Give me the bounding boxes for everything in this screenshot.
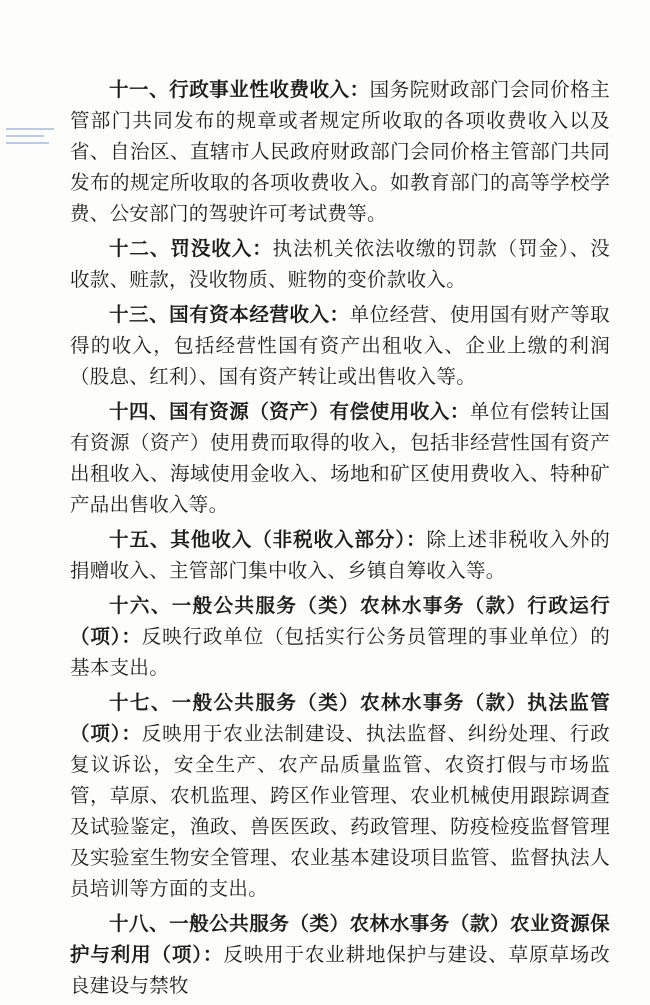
paragraph-18 bbox=[70, 908, 610, 1001]
paragraph-15 bbox=[70, 524, 610, 586]
paragraph-body: 单位有偿转让国有资源（资产）使用费而取得的收入，包括非经营性国有资产出租收入、海域使用金收入、场地和矿区使用费收入、特种矿产品出售收入等。 bbox=[70, 400, 610, 516]
scan-artifact bbox=[6, 128, 54, 154]
paragraph-term: 十八、一般公共服务（类）农林水事务（款）农业资源保护与利用（项）： bbox=[70, 912, 610, 966]
paragraph-body: 国务院财政部门会同价格主管部门共同发布的规章或者规定所收取的各项收费收入以及省、自治区、直辖市人民政府财政部门会同价格主管部门共同发布的规定所收取的各项收费收入。如教育部门的高等学校学费、公安部门的驾驶许可考试费等。 bbox=[70, 78, 610, 225]
paragraph-14 bbox=[70, 396, 610, 520]
paragraph-body: 单位经营、使用国有财产等取得的收入，包括经营性国有资产出租收入、企业上缴的利润（股息、红利）、国有资产转让或出售收入等。 bbox=[70, 303, 610, 388]
paragraph-body: 执法机关依法收缴的罚款（罚金）、没收款、赃款，没收物质、赃物的变价款收入。 bbox=[70, 237, 610, 291]
paragraph-term: 十七、一般公共服务（类）农林水事务（款）执法监管（项）： bbox=[70, 691, 610, 745]
paragraph-17 bbox=[70, 687, 610, 904]
paragraph-body: 除上述非税收入外的捐赠收入、主管部门集中收入、乡镇自筹收入等。 bbox=[70, 528, 610, 582]
paragraph-13 bbox=[70, 299, 610, 392]
document-page bbox=[70, 74, 610, 1005]
paragraph-term: 十三、国有资本经营收入： bbox=[109, 303, 350, 326]
paragraph-term: 十二、罚没收入： bbox=[109, 237, 273, 260]
paragraph-body: 反映用于农业法制建设、执法监督、纠纷处理、行政复议诉讼，安全生产、农产品质量监管、农资打假与市场监管，草原、农机监理、跨区作业管理、农业机械使用跟踪调查及试验鉴定，渔政、兽医医政、药政管理、防疫检疫监督管理及实验室生物安全管理、农业基本建设项目监管、监督执法人员培训等方面的支出。 bbox=[70, 722, 610, 900]
paragraph-term: 十四、国有资源（资产）有偿使用收入： bbox=[109, 400, 470, 423]
paragraph-term: 十一、行政事业性收费收入： bbox=[109, 78, 370, 101]
paragraph-term: 十五、其他收入（非税收入部分）： bbox=[109, 528, 427, 551]
paragraph-11 bbox=[70, 74, 610, 229]
paragraph-body: 反映行政单位（包括实行公务员管理的事业单位）的基本支出。 bbox=[70, 625, 610, 679]
paragraph-12 bbox=[70, 233, 610, 295]
paragraph-term: 十六、一般公共服务（类）农林水事务（款）行政运行（项）： bbox=[70, 594, 610, 648]
paragraph-body: 反映用于农业耕地保护与建设、草原草场改良建设与禁牧 bbox=[70, 943, 610, 997]
paragraph-16 bbox=[70, 590, 610, 683]
